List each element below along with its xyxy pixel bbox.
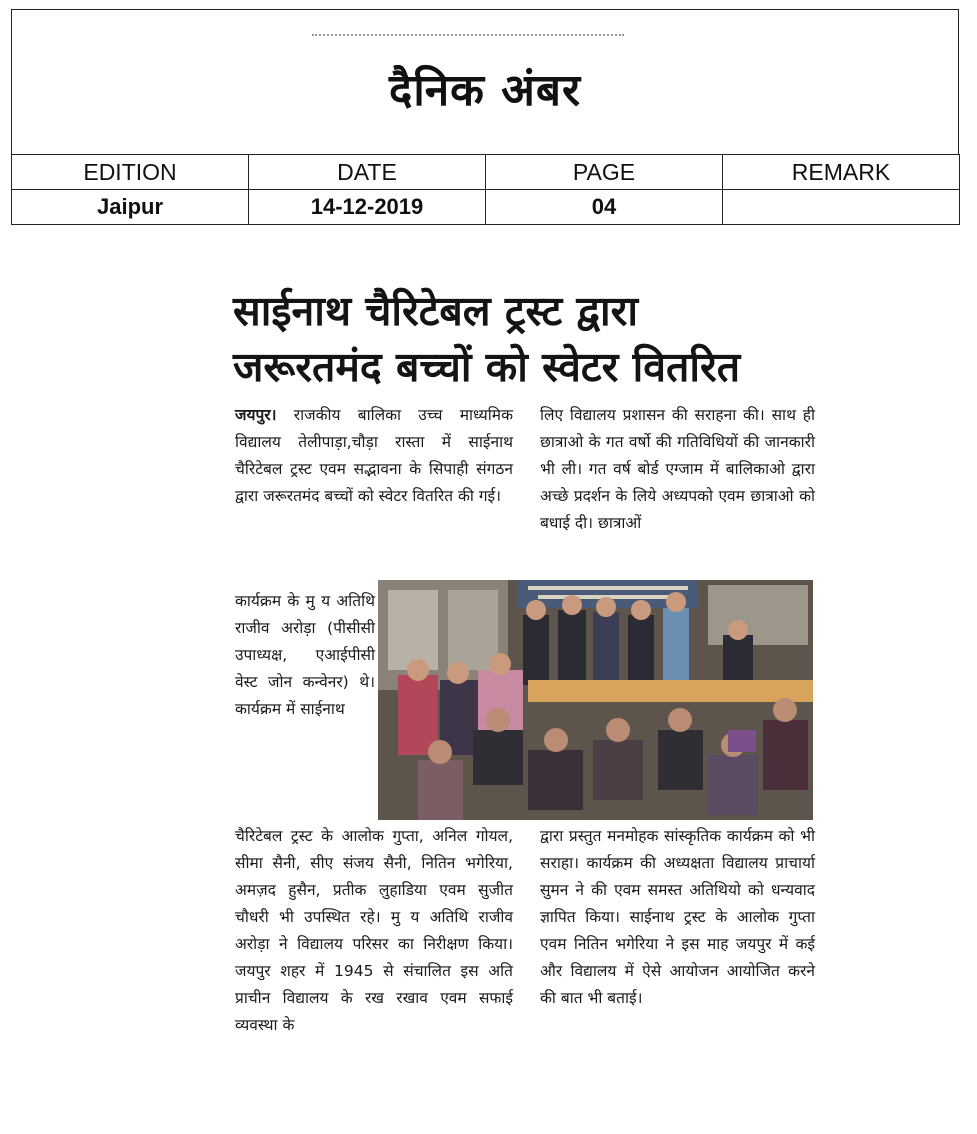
value-remark bbox=[723, 190, 960, 225]
column-2-top-text: लिए विद्यालय प्रशासन की सराहना की। साथ ही छात्राओ के गत वर्षो की गतिविधियों की जानकारी भी ली। गत वर्ष बोर्ड एग्जाम में बालिकाओ द्वारा अच्छे प्रदर्शन के लिये अध्यपको एवम छात्राओ को बधाई दी। छात्राओं bbox=[540, 406, 815, 532]
article-column-1-bottom bbox=[235, 823, 513, 1039]
value-page: 04 bbox=[486, 190, 723, 225]
column-1-beside-photo-text: कार्यक्रम के मु य अतिथि राजीव अरोड़ा (पीसीसी उपाध्यक्ष, एआईपीसी वेस्ट जोन कन्वेनर) थे। कार्यक्रम में साईनाथ bbox=[235, 592, 375, 718]
headline-line-1: साईनाथ चैरिटेबल ट्रस्ट द्वारा bbox=[233, 287, 639, 335]
info-header-row bbox=[12, 155, 960, 190]
article-column-1-beside-photo bbox=[235, 588, 375, 723]
article-headline bbox=[233, 283, 803, 395]
clipping-info-table bbox=[11, 154, 960, 225]
event-photo-illustration bbox=[378, 580, 813, 820]
column-2-bottom-text: द्वारा प्रस्तुत मनमोहक सांस्कृतिक कार्यक्रम को भी सराहा। कार्यक्रम की अध्यक्षता विद्यालय प्राचार्या सुमन ने की एवम समस्त अतिथियो को धन्यवाद ज्ञापित किया। साईनाथ ट्रस्ट के आलोक गुप्ता एवम नितिन भगेरिया ने इस माह जयपुर में कई और विद्यालय में ऐसे आयोजन आयोजित करने की बात भी बताई। bbox=[540, 827, 815, 1007]
value-edition: Jaipur bbox=[12, 190, 249, 225]
article-column-2-bottom bbox=[540, 823, 815, 1012]
column-1-bottom-text: चैरिटेबल ट्रस्ट के आलोक गुप्ता, अनिल गोयल, सीमा सैनी, सीए संजय सैनी, नितिन भगेरिया, अमज़द हुसैन, प्रतीक लुहाडिया एवम सुजीत चौधरी भी उपस्थित रहे। मु य अतिथि राजीव अरोड़ा ने विद्यालय परिसर का निरीक्षण किया। जयपुर शहर में 1945 से संचालित इस अति प्राचीन विद्यालय के रख रखाव एवम सफाई व्यवस्था के bbox=[235, 827, 513, 1034]
masthead-dotted-rule bbox=[312, 34, 624, 36]
header-date: DATE bbox=[249, 155, 486, 190]
article-column-1-top bbox=[235, 402, 513, 510]
header-edition: EDITION bbox=[12, 155, 249, 190]
value-date: 14-12-2019 bbox=[249, 190, 486, 225]
headline-line-2: जरूरतमंद बच्चों को स्वेटर वितरित bbox=[233, 343, 741, 391]
header-page: PAGE bbox=[486, 155, 723, 190]
dateline: जयपुर। bbox=[235, 406, 277, 424]
column-1-top-text: राजकीय बालिका उच्च माध्यमिक विद्यालय तेलीपाड़ा,चौड़ा रास्ता में साईनाथ चैरिटेबल ट्रस्ट एवम सद्भावना के सिपाही संगठन द्वारा जरूरतमंद बच्चों को स्वेटर वितरित की गई। bbox=[235, 406, 513, 505]
newspaper-name: दैनिक अंबर bbox=[388, 65, 582, 116]
header-remark: REMARK bbox=[723, 155, 960, 190]
article-column-2-top bbox=[540, 402, 815, 537]
info-value-row bbox=[12, 190, 960, 225]
masthead bbox=[11, 9, 959, 154]
event-photo bbox=[378, 580, 813, 820]
